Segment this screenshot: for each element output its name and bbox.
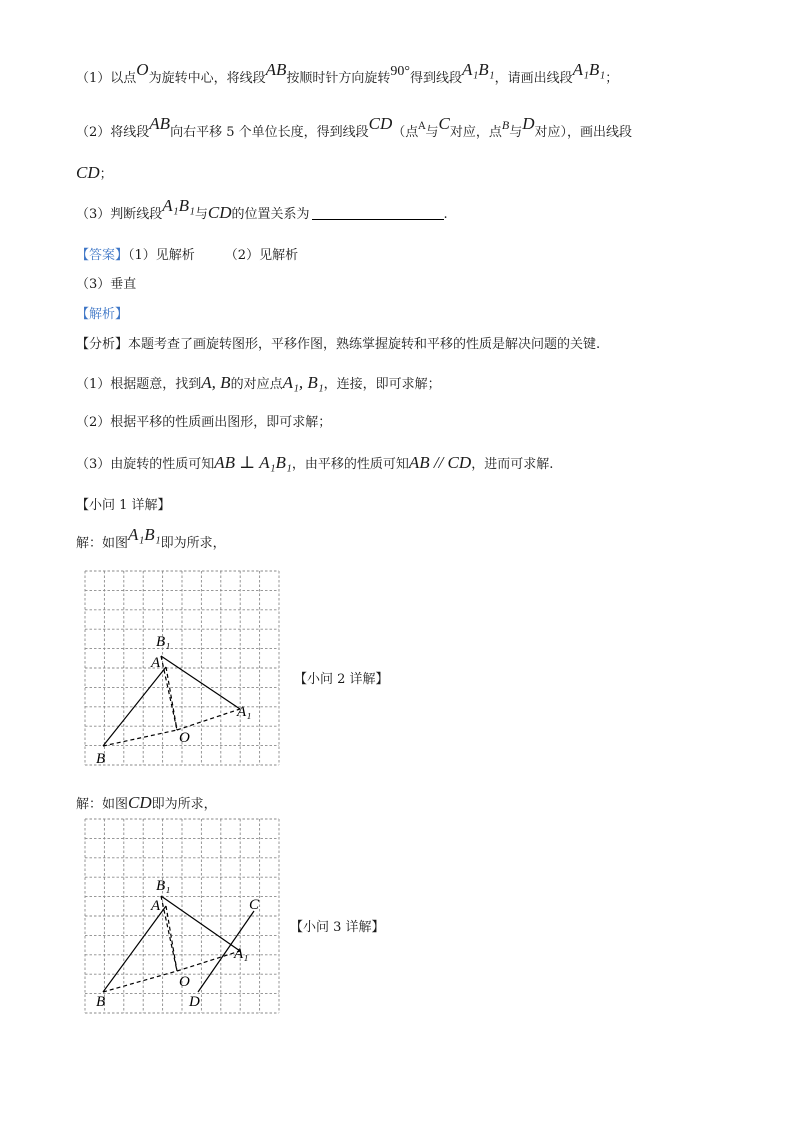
label2-a1: A₁: [234, 946, 249, 962]
label2-b: B: [96, 994, 106, 1010]
step-3: （3）由旋转的性质可知AB ⊥ A₁B₁，由平移的性质可知AB // CD，进而可求解.: [76, 453, 554, 472]
label2-b1: B₁: [156, 878, 171, 894]
figure-2: [84, 818, 280, 1018]
sub3-title: 【小问 3 详解】: [290, 920, 385, 935]
sub2-solution: 解：如图CD即为所求，: [76, 793, 217, 812]
answer-blank: [312, 219, 444, 220]
label-a1: A₁: [237, 704, 252, 720]
question-2: （2）将线段AB向右平移 5 个单位长度，得到线段CD（点$^A$与C对应，点B与D对应），画出线段: [76, 114, 633, 140]
sub1-title: 【小问 1 详解】: [76, 498, 171, 513]
step-1: （1）根据题意，找到A, B的对应点A₁, B₁，连接，即可求解；: [76, 373, 441, 392]
label-a: A: [151, 655, 161, 671]
label2-a: A: [151, 898, 161, 914]
answer-line: 【答案】（1）见解析 （2）见解析: [76, 248, 299, 263]
analysis-tag: 【解析】: [76, 307, 129, 322]
answer-3: （3）垂直: [76, 277, 137, 292]
step-2: （2）根据平移的性质画出图形，即可求解；: [76, 415, 332, 430]
label2-d: D: [189, 994, 200, 1010]
label-b1: B₁: [156, 634, 171, 650]
label-b: B: [96, 751, 106, 767]
answer-tag: 【答案】: [76, 248, 129, 263]
sub1-solution: 解：如图A₁B₁即为所求，: [76, 525, 226, 551]
label-o: O: [179, 730, 190, 746]
figure-1-lines: [103, 656, 240, 746]
question-1: （1）以点O为旋转中心，将线段AB按顺时针方向旋转90°得到线段A₁B₁，请画出线段A₁B₁；: [76, 60, 619, 86]
label2-o: O: [179, 974, 190, 990]
fenxi: 【分析】本题考查了画旋转图形，平移作图，熟练掌握旋转和平移的性质是解决问题的关键.: [76, 337, 601, 352]
question-3: （3）判断线段A₁B₁与CD的位置关系为 .: [76, 196, 448, 222]
label2-c: C: [249, 897, 260, 913]
figure-1: [84, 570, 280, 770]
question-2-cont: CD；: [76, 163, 113, 182]
sub2-title: 【小问 2 详解】: [294, 672, 389, 687]
